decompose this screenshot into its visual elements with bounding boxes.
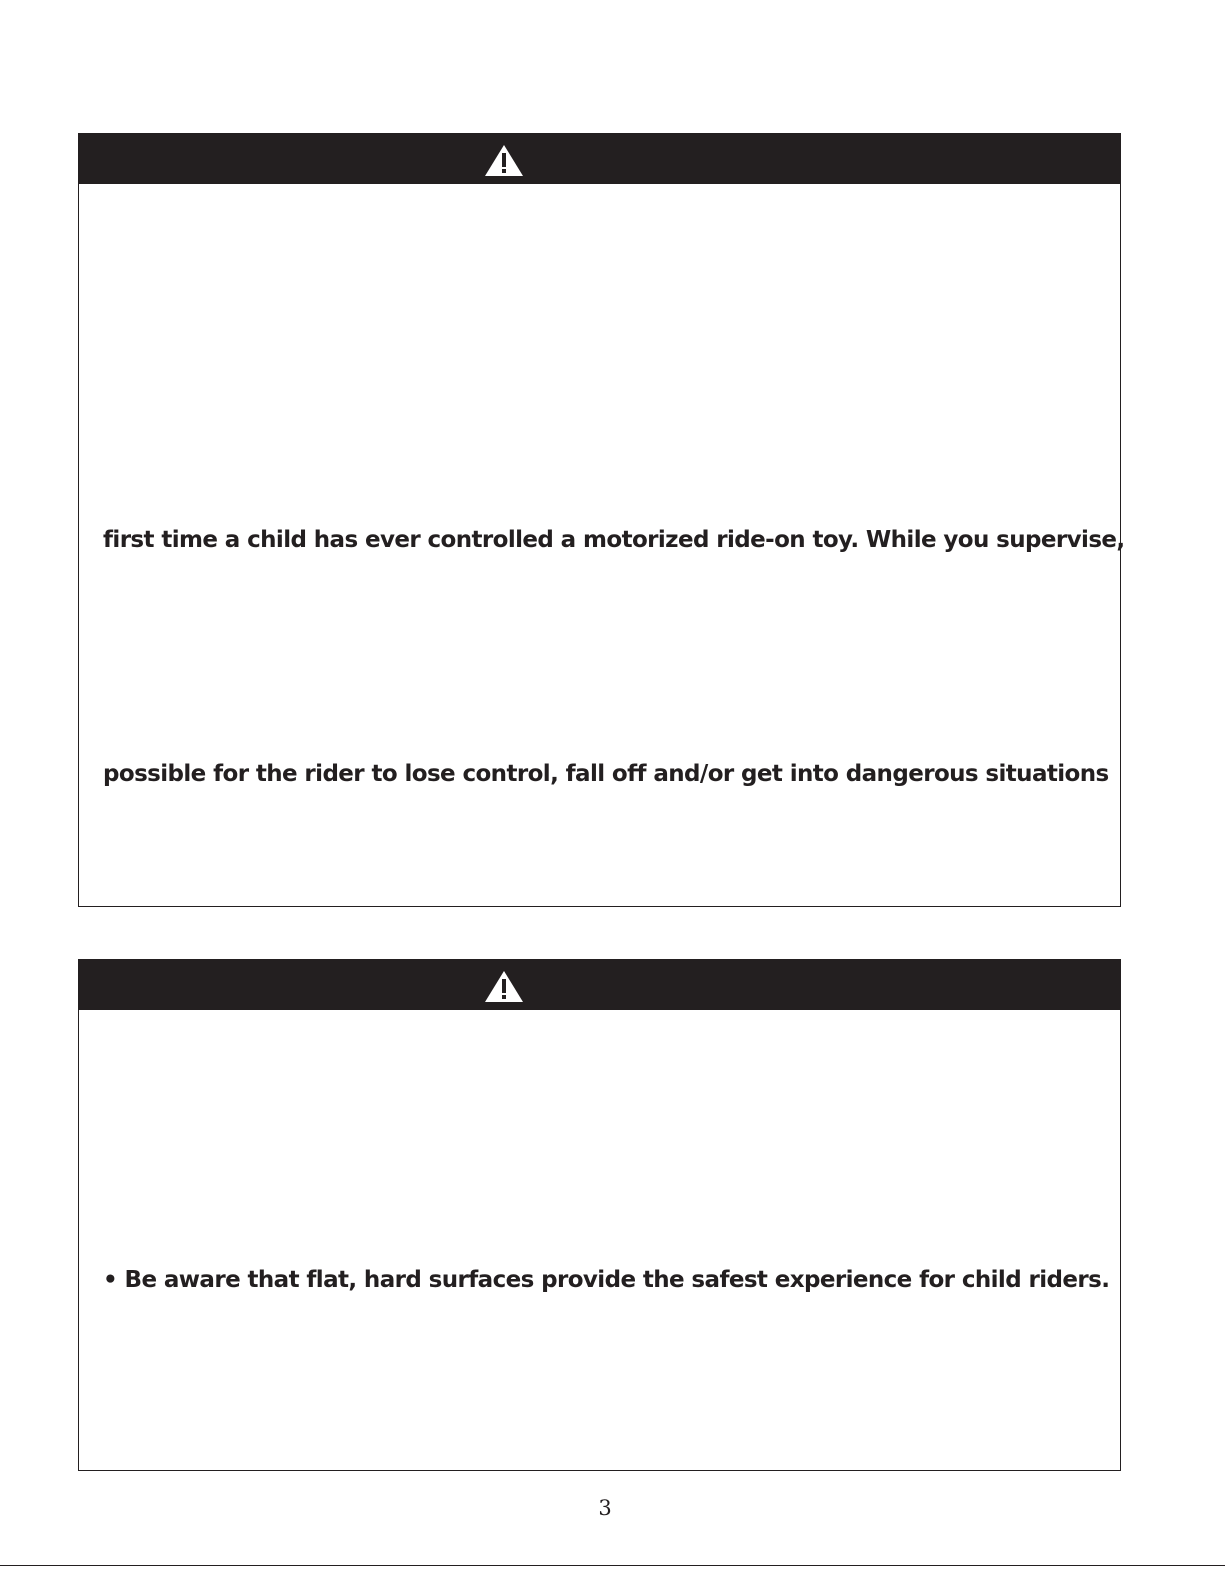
warning-text-line: possible for the rider to lose control, fall off and/or get into dangerous situations <box>103 761 1109 787</box>
warning-triangle-icon <box>484 144 524 177</box>
warning-box-2 <box>78 959 1121 1471</box>
warning-bullet-item: • Be aware that flat, hard surfaces provide the safest experience for child riders. <box>103 1267 1110 1293</box>
warning-text-line: first time a child has ever controlled a motorized ride-on toy. While you supervise, <box>103 527 1125 553</box>
warning-header-1 <box>79 134 1120 184</box>
bottom-rule <box>0 1565 1225 1566</box>
warning-box-1 <box>78 133 1125 907</box>
warning-header-2 <box>79 960 1120 1010</box>
warning-triangle-icon <box>484 970 524 1003</box>
page-number: 3 <box>598 1496 612 1520</box>
